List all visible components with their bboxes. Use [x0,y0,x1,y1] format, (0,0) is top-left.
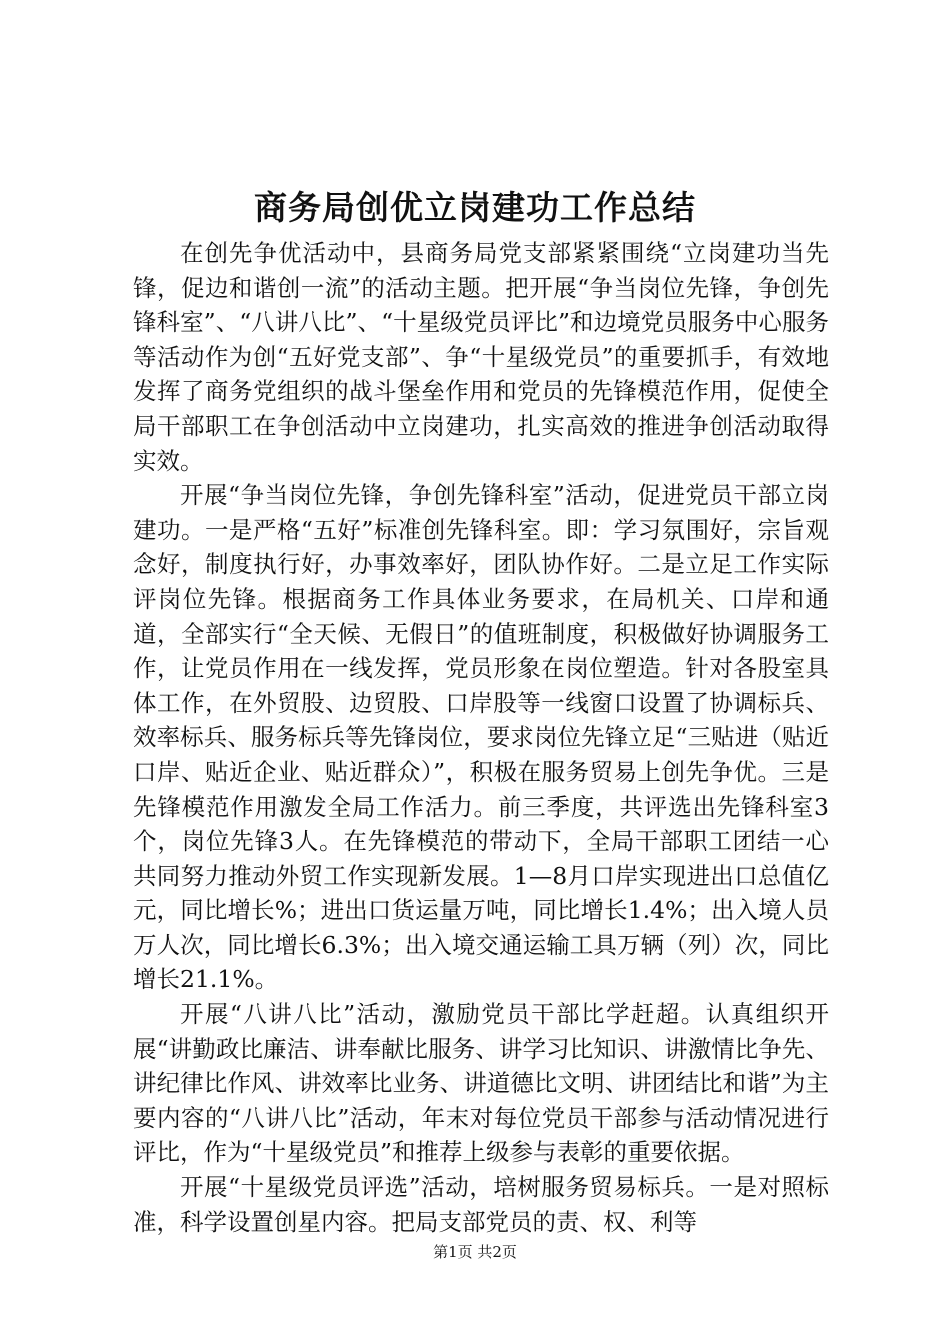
page-footer: 第1页 共2页 [433,1243,517,1261]
paragraph-pioneer-activity: 开展“争当岗位先锋，争创先锋科室”活动，促进党员干部立岗建功。一是严格“五好”标准创先锋科室。即：学习氛围好，宗旨观念好，制度执行好，办事效率好，团队协作好。二是立足工作实际评岗位先锋。根据商务工作具体业务要求，在局机关、口岸和通道，全部实行“全天候、无假日”的值班制度，积极做好协调服务工作，让党员作用在一线发挥，党员形象在岗位塑造。针对各股室具体工作，在外贸股、边贸股、口岸股等一线窗口设置了协调标兵、效率标兵、服务标兵等先锋岗位，要求岗位先锋立足“三贴进（贴近口岸、贴近企业、贴近群众）”，积极在服务贸易上创先争优。三是先锋模范作用激发全局工作活力。前三季度，共评选出先锋科室3个，岗位先锋3人。在先锋模范的带动下，全局干部职工团结一心共同努力推动外贸工作实现新发展。1—8月口岸实现进出口总值亿元，同比增长%；进出口货运量万吨，同比增长1.4%；出入境人员万人次，同比增长6.3%；出入境交通运输工具万辆（列）次，同比增长21.1%。 [133,481,829,994]
document-body [133,236,829,1239]
paragraph-ten-star-activity: 开展“十星级党员评选”活动，培树服务贸易标兵。一是对照标准，科学设置创星内容。把局支部党员的责、权、利等 [133,1173,829,1236]
document-title: 商务局创优立岗建功工作总结 [254,188,696,227]
paragraph-eight-talks-activity: 开展“八讲八比”活动，激励党员干部比学赶超。认真组织开展“讲勤政比廉洁、讲奉献比服务、讲学习比知识、讲激情比争先、讲纪律比作风、讲效率比业务、讲道德比文明、讲团结比和谐”为主要内容的“八讲八比”活动，年末对每位党员干部参与活动情况进行评比，作为“十星级党员”和推荐上级参与表彰的重要依据。 [133,1000,829,1167]
paragraph-intro: 在创先争优活动中，县商务局党支部紧紧围绕“立岗建功当先锋，促边和谐创一流”的活动主题。把开展“争当岗位先锋，争创先锋科室”、“八讲八比”、“十星级党员评比”和边境党员服务中心服务等活动作为创“五好党支部”、争“十星级党员”的重要抓手，有效地发挥了商务党组织的战斗堡垒作用和党员的先锋模范作用，促使全局干部职工在争创活动中立岗建功，扎实高效的推进争创活动取得实效。 [133,239,829,475]
